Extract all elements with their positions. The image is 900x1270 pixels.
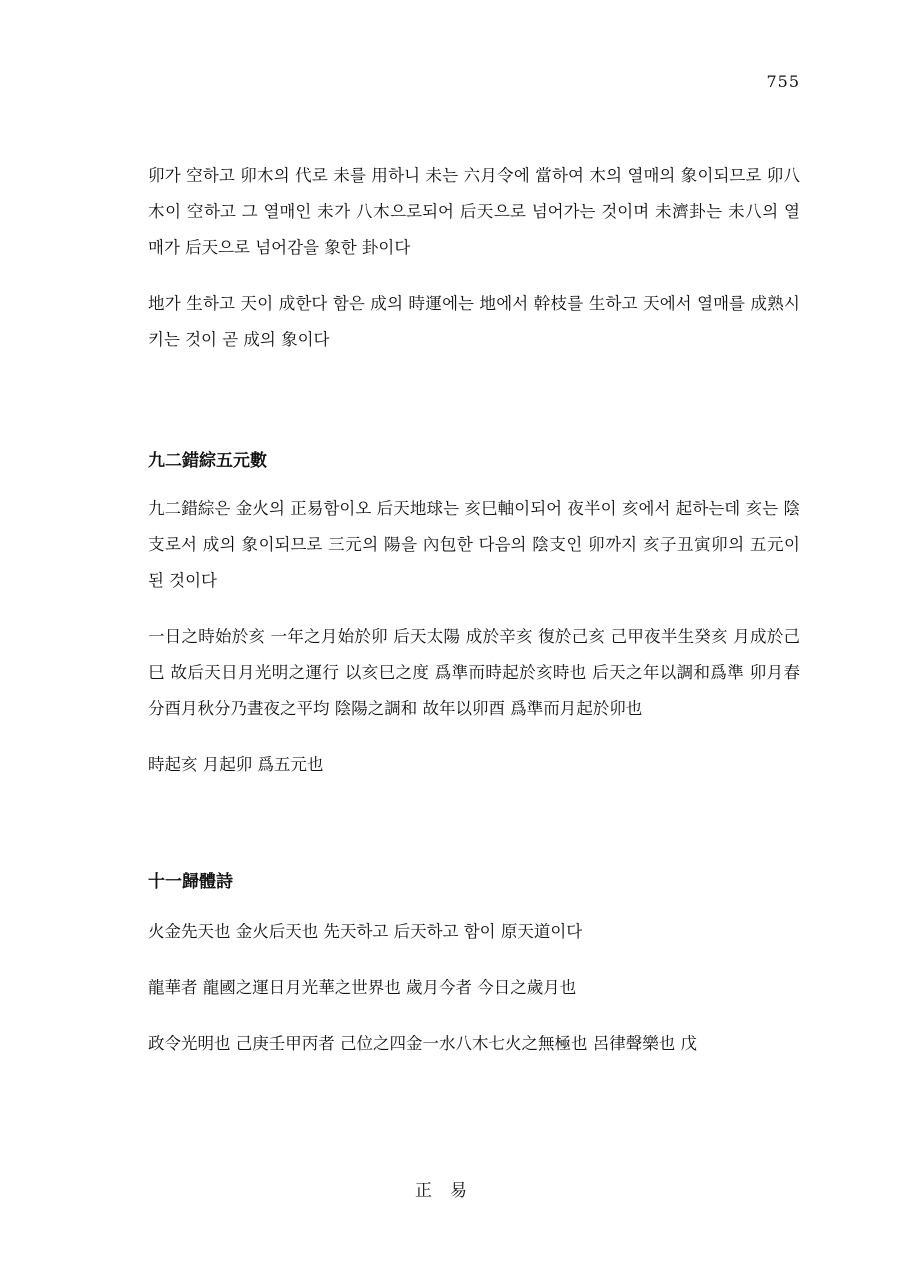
section-heading: 十一歸體詩 [148, 872, 233, 892]
paragraph: 火金先天也 金火后天也 先天하고 后天하고 함이 原天道이다 [148, 922, 583, 941]
page-number: 755 [766, 72, 800, 91]
paragraph: 卯가 空하고 卯木의 代로 未를 用하니 未는 六月令에 當하여 木의 열매의 象이되므로 卯八木이 空하고 그 열매인 未가 八木으로되어 后天으로 넘어가는 것이며 未濟卦는 未八의 열매가 后天으로 넘어감을 象한 卦이다 [148, 166, 800, 257]
running-footer: 正易 [415, 1181, 485, 1201]
paragraph: 龍華者 龍國之運日月光華之世界也 歲月今者 今日之歲月也 [148, 978, 577, 997]
paragraph: 九二錯綜은 金火의 正易함이오 后天地球는 亥巳軸이되어 夜半이 亥에서 起하는데 亥는 陰支로서 成의 象이되므로 三元의 陽을 內包한 다음의 陰支인 卯까지 亥子丑寅卯의 五元이 된 것이다 [148, 499, 800, 590]
paragraph: 時起亥 月起卯 爲五元也 [148, 755, 324, 774]
paragraph: 政令光明也 己庚壬甲丙者 己位之四金一水八木七火之無極也 呂律聲樂也 戊 [148, 1034, 697, 1053]
page-body [148, 158, 800, 1062]
paragraph: 一日之時始於亥 一年之月始於卯 后天太陽 成於辛亥 復於己亥 己甲夜半生癸亥 月成於己巳 故后天日月光明之運行 以亥巳之度 爲準而時起於亥時也 后天之年以調和爲準 卯月春分酉月秋分乃晝夜之平均 陰陽之調和 故年以卯酉 爲準而月起於卯也 [148, 627, 800, 718]
paragraph: 地가 生하고 天이 成한다 함은 成의 時運에는 地에서 幹枝를 生하고 天에서 열매를 成熟시키는 것이 곧 成의 象이다 [148, 294, 800, 349]
section-heading: 九二錯綜五元數 [148, 451, 267, 471]
